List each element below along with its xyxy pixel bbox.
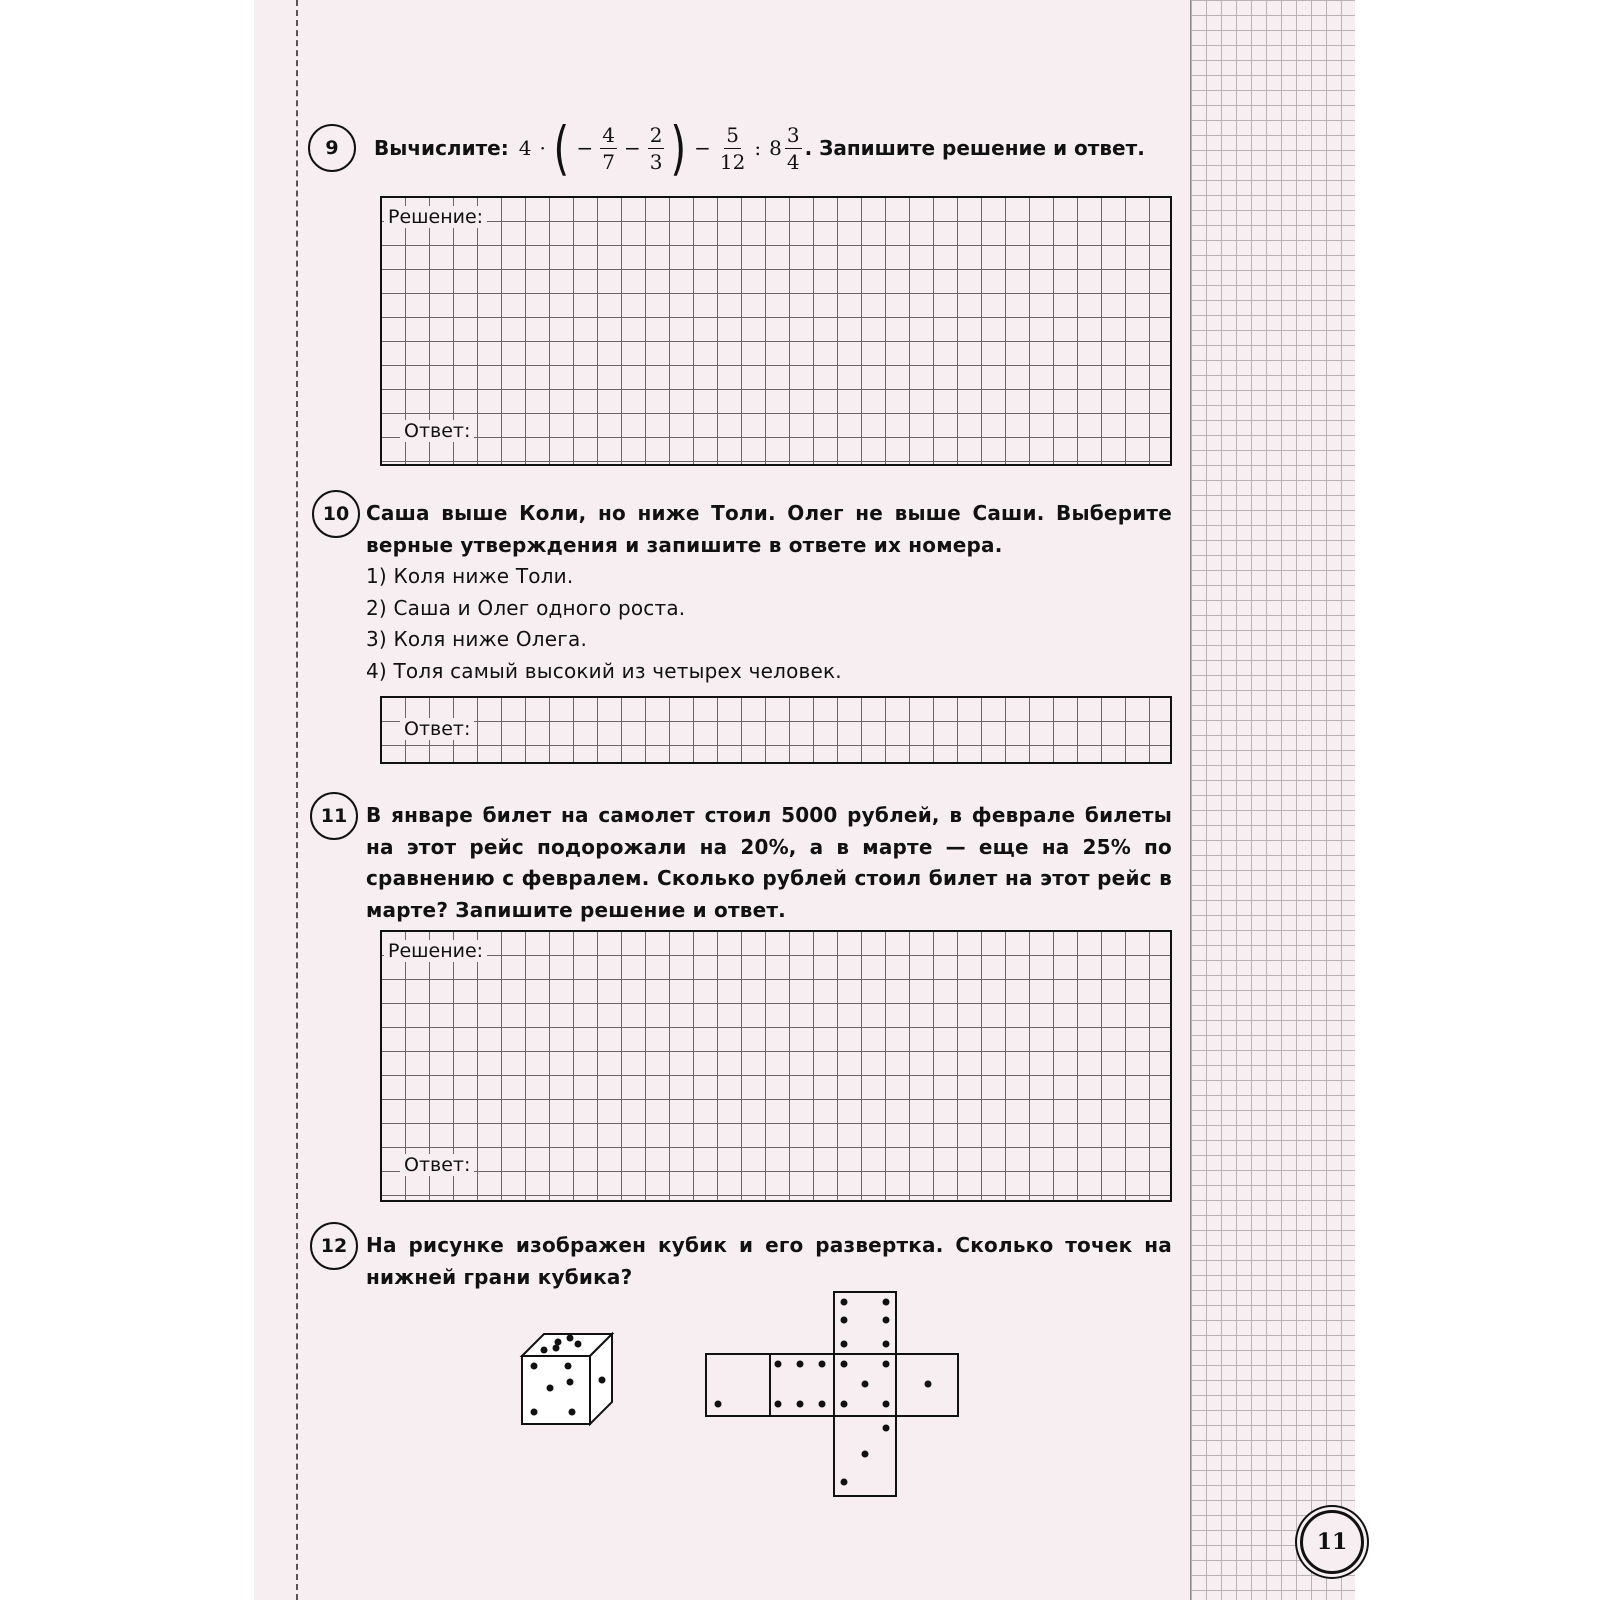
answer-label: Ответ: xyxy=(400,1154,474,1176)
task-9-tail: . Запишите решение и ответ. xyxy=(804,136,1145,160)
task-12-text xyxy=(366,1230,1172,1293)
task-9-answer-box[interactable] xyxy=(380,196,1172,466)
net-face-1 xyxy=(706,1354,770,1416)
option-4: 4) Толя самый высокий из четырех человек. xyxy=(366,658,842,683)
minus-2: − xyxy=(623,136,641,160)
task-11-question: В январе билет на самолет стоил 5000 рублей, в феврале билеты на этот рейс подорожали на 20%, а в марте — еще на 25% по сравнению с февралем. Сколько рублей стоил билет на этот рейс в марте? Запишите решение и ответ. xyxy=(366,803,1172,922)
task-10-number: 10 xyxy=(312,490,360,538)
task-11-number: 11 xyxy=(310,792,358,840)
left-paren: ( xyxy=(553,114,570,182)
option-3: 3) Коля ниже Олега. xyxy=(366,627,587,651)
task-9-number: 9 xyxy=(308,124,356,172)
task-12-question: На рисунке изображен кубик и его развертка. Сколько точек на нижней грани кубика? xyxy=(366,1233,1172,1289)
grid-margin xyxy=(1190,0,1355,1600)
coef: 4 xyxy=(518,136,532,160)
task-12-number: 12 xyxy=(310,1222,358,1270)
task-9-lead: Вычислите: xyxy=(374,136,509,160)
task-11-answer-box[interactable] xyxy=(380,930,1172,1202)
option-1: 1) Коля ниже Толи. xyxy=(366,564,574,588)
task-10-answer-box[interactable] xyxy=(380,696,1172,764)
page-number: 11 xyxy=(1300,1510,1364,1574)
task-10-text xyxy=(366,498,1172,687)
task-10-question: Саша выше Коли, но ниже Толи. Олег не выше Саши. Выберите верные утверждения и запишите в ответе их номера. xyxy=(366,501,1172,557)
fraction-3-4: $\frac{3}{4}$ xyxy=(786,122,800,174)
cube-figure xyxy=(514,1326,618,1430)
fraction-2-3: $\frac{2}{3}$ xyxy=(649,122,663,174)
fraction-5-12: $\frac{5}{12}$ xyxy=(719,122,746,174)
mixed-whole: 8 xyxy=(769,136,782,160)
cut-line xyxy=(296,0,298,1600)
solution-label: Решение: xyxy=(384,940,487,962)
answer-label: Ответ: xyxy=(400,718,474,740)
minus-3: − xyxy=(694,136,711,160)
divide: : xyxy=(754,136,762,160)
task-11-text xyxy=(366,800,1172,926)
option-2: 2) Саша и Олег одного роста. xyxy=(366,595,686,620)
answer-label: Ответ: xyxy=(400,420,474,442)
cube-net-figure xyxy=(704,1290,964,1498)
task-9-expression xyxy=(374,114,1145,182)
dot: · xyxy=(539,136,546,160)
right-paren: ) xyxy=(670,114,687,182)
solution-label: Решение: xyxy=(384,206,487,228)
minus-1: − xyxy=(576,136,594,160)
fraction-4-7: $\frac{4}{7}$ xyxy=(602,122,615,174)
